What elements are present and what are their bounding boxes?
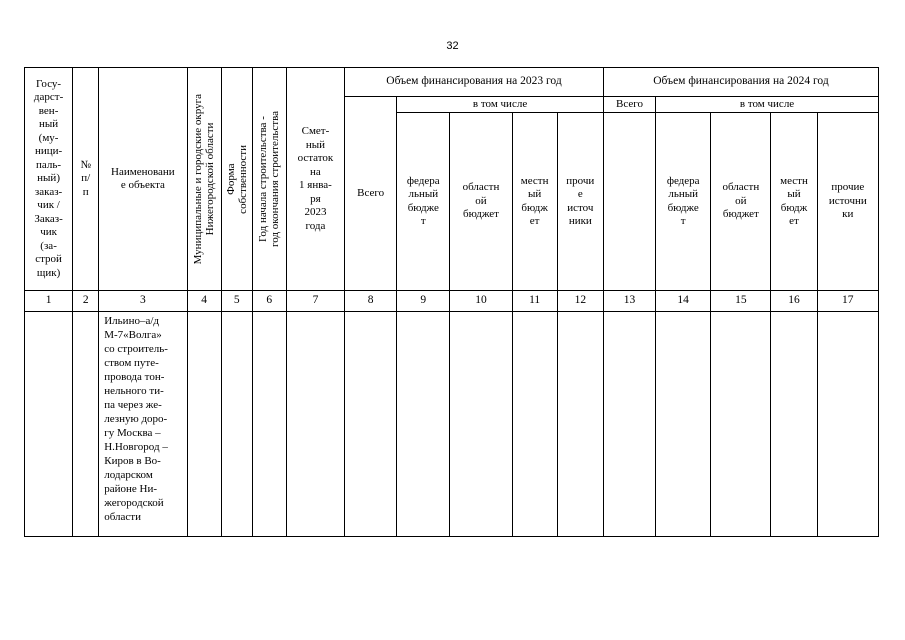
- col-num: 10: [450, 291, 512, 312]
- col-num: 1: [25, 291, 73, 312]
- col-num: 4: [187, 291, 221, 312]
- header-estimate: Смет- ный остаток на 1 янва- ря 2023 года: [286, 68, 344, 291]
- col-num: 3: [99, 291, 187, 312]
- cell-total-2024: [603, 312, 655, 537]
- cell-other-2024: [817, 312, 878, 537]
- header-federal-2023: федера льный бюдже т: [397, 113, 450, 291]
- cell-federal-2023: [397, 312, 450, 537]
- header-ownership: Форма собственности: [221, 68, 252, 291]
- cell-number: [73, 312, 99, 537]
- cell-municipality: [187, 312, 221, 537]
- col-num: 12: [557, 291, 603, 312]
- cell-ownership: [221, 312, 252, 537]
- header-total-2023: Всего: [345, 97, 397, 291]
- cell-local-2024: [771, 312, 817, 537]
- header-including-2024: в том числе: [656, 97, 879, 113]
- header-municipality: Муниципальные и городские округа Нижегородской области: [187, 68, 221, 291]
- header-federal-2024: федера льный бюдже т: [656, 113, 711, 291]
- header-years: Год начала строительства - год окончания строительства: [252, 68, 286, 291]
- col-num: 7: [286, 291, 344, 312]
- financing-table: [24, 67, 879, 537]
- col-num: 8: [345, 291, 397, 312]
- col-num: 11: [512, 291, 557, 312]
- col-num: 17: [817, 291, 878, 312]
- header-local-2023: местн ый бюдж ет: [512, 113, 557, 291]
- header-regional-2023: областн ой бюджет: [450, 113, 512, 291]
- col-num: 6: [252, 291, 286, 312]
- header-financing-2024: Объем финансирования на 2024 год: [603, 68, 878, 97]
- cell-regional-2024: [711, 312, 771, 537]
- cell-object-name: Ильино–а/д М-7«Волга» со строитель- ством путе- провода тон- нельного ти- па через же- лезную доро- гу Москва – Н.Новгород – Киров в Во- лодарском районе Ни- жегородской области: [99, 312, 187, 537]
- header-financing-2023: Объем финансирования на 2023 год: [345, 68, 604, 97]
- header-number: № п/ п: [73, 68, 99, 291]
- cell-other-2023: [557, 312, 603, 537]
- column-numbers-row: [25, 291, 879, 312]
- header-object-name: Наименовани е объекта: [99, 68, 187, 291]
- header-total-2024: Всего: [603, 97, 655, 113]
- col-num: 9: [397, 291, 450, 312]
- cell-customer: [25, 312, 73, 537]
- col-num: 13: [603, 291, 655, 312]
- cell-estimate: [286, 312, 344, 537]
- header-other-2024: прочие источни ки: [817, 113, 878, 291]
- cell-total-2023: [345, 312, 397, 537]
- header-local-2024: местн ый бюдж ет: [771, 113, 817, 291]
- cell-federal-2024: [656, 312, 711, 537]
- table-row: [25, 312, 879, 537]
- header-including-2023: в том числе: [397, 97, 604, 113]
- col-num: 16: [771, 291, 817, 312]
- col-num: 2: [73, 291, 99, 312]
- header-regional-2024: областн ой бюджет: [711, 113, 771, 291]
- header-customer: Госу- дарст- вен- ный (му- ници- паль- ный) заказ- чик / Заказ- чик (за- строй щик): [25, 68, 73, 291]
- col-num: 14: [656, 291, 711, 312]
- cell-local-2023: [512, 312, 557, 537]
- cell-regional-2023: [450, 312, 512, 537]
- cell-years: [252, 312, 286, 537]
- header-other-2023: прочи е источ ники: [557, 113, 603, 291]
- header-total-2024-empty: [603, 113, 655, 291]
- col-num: 15: [711, 291, 771, 312]
- page-number: 32: [446, 40, 459, 52]
- col-num: 5: [221, 291, 252, 312]
